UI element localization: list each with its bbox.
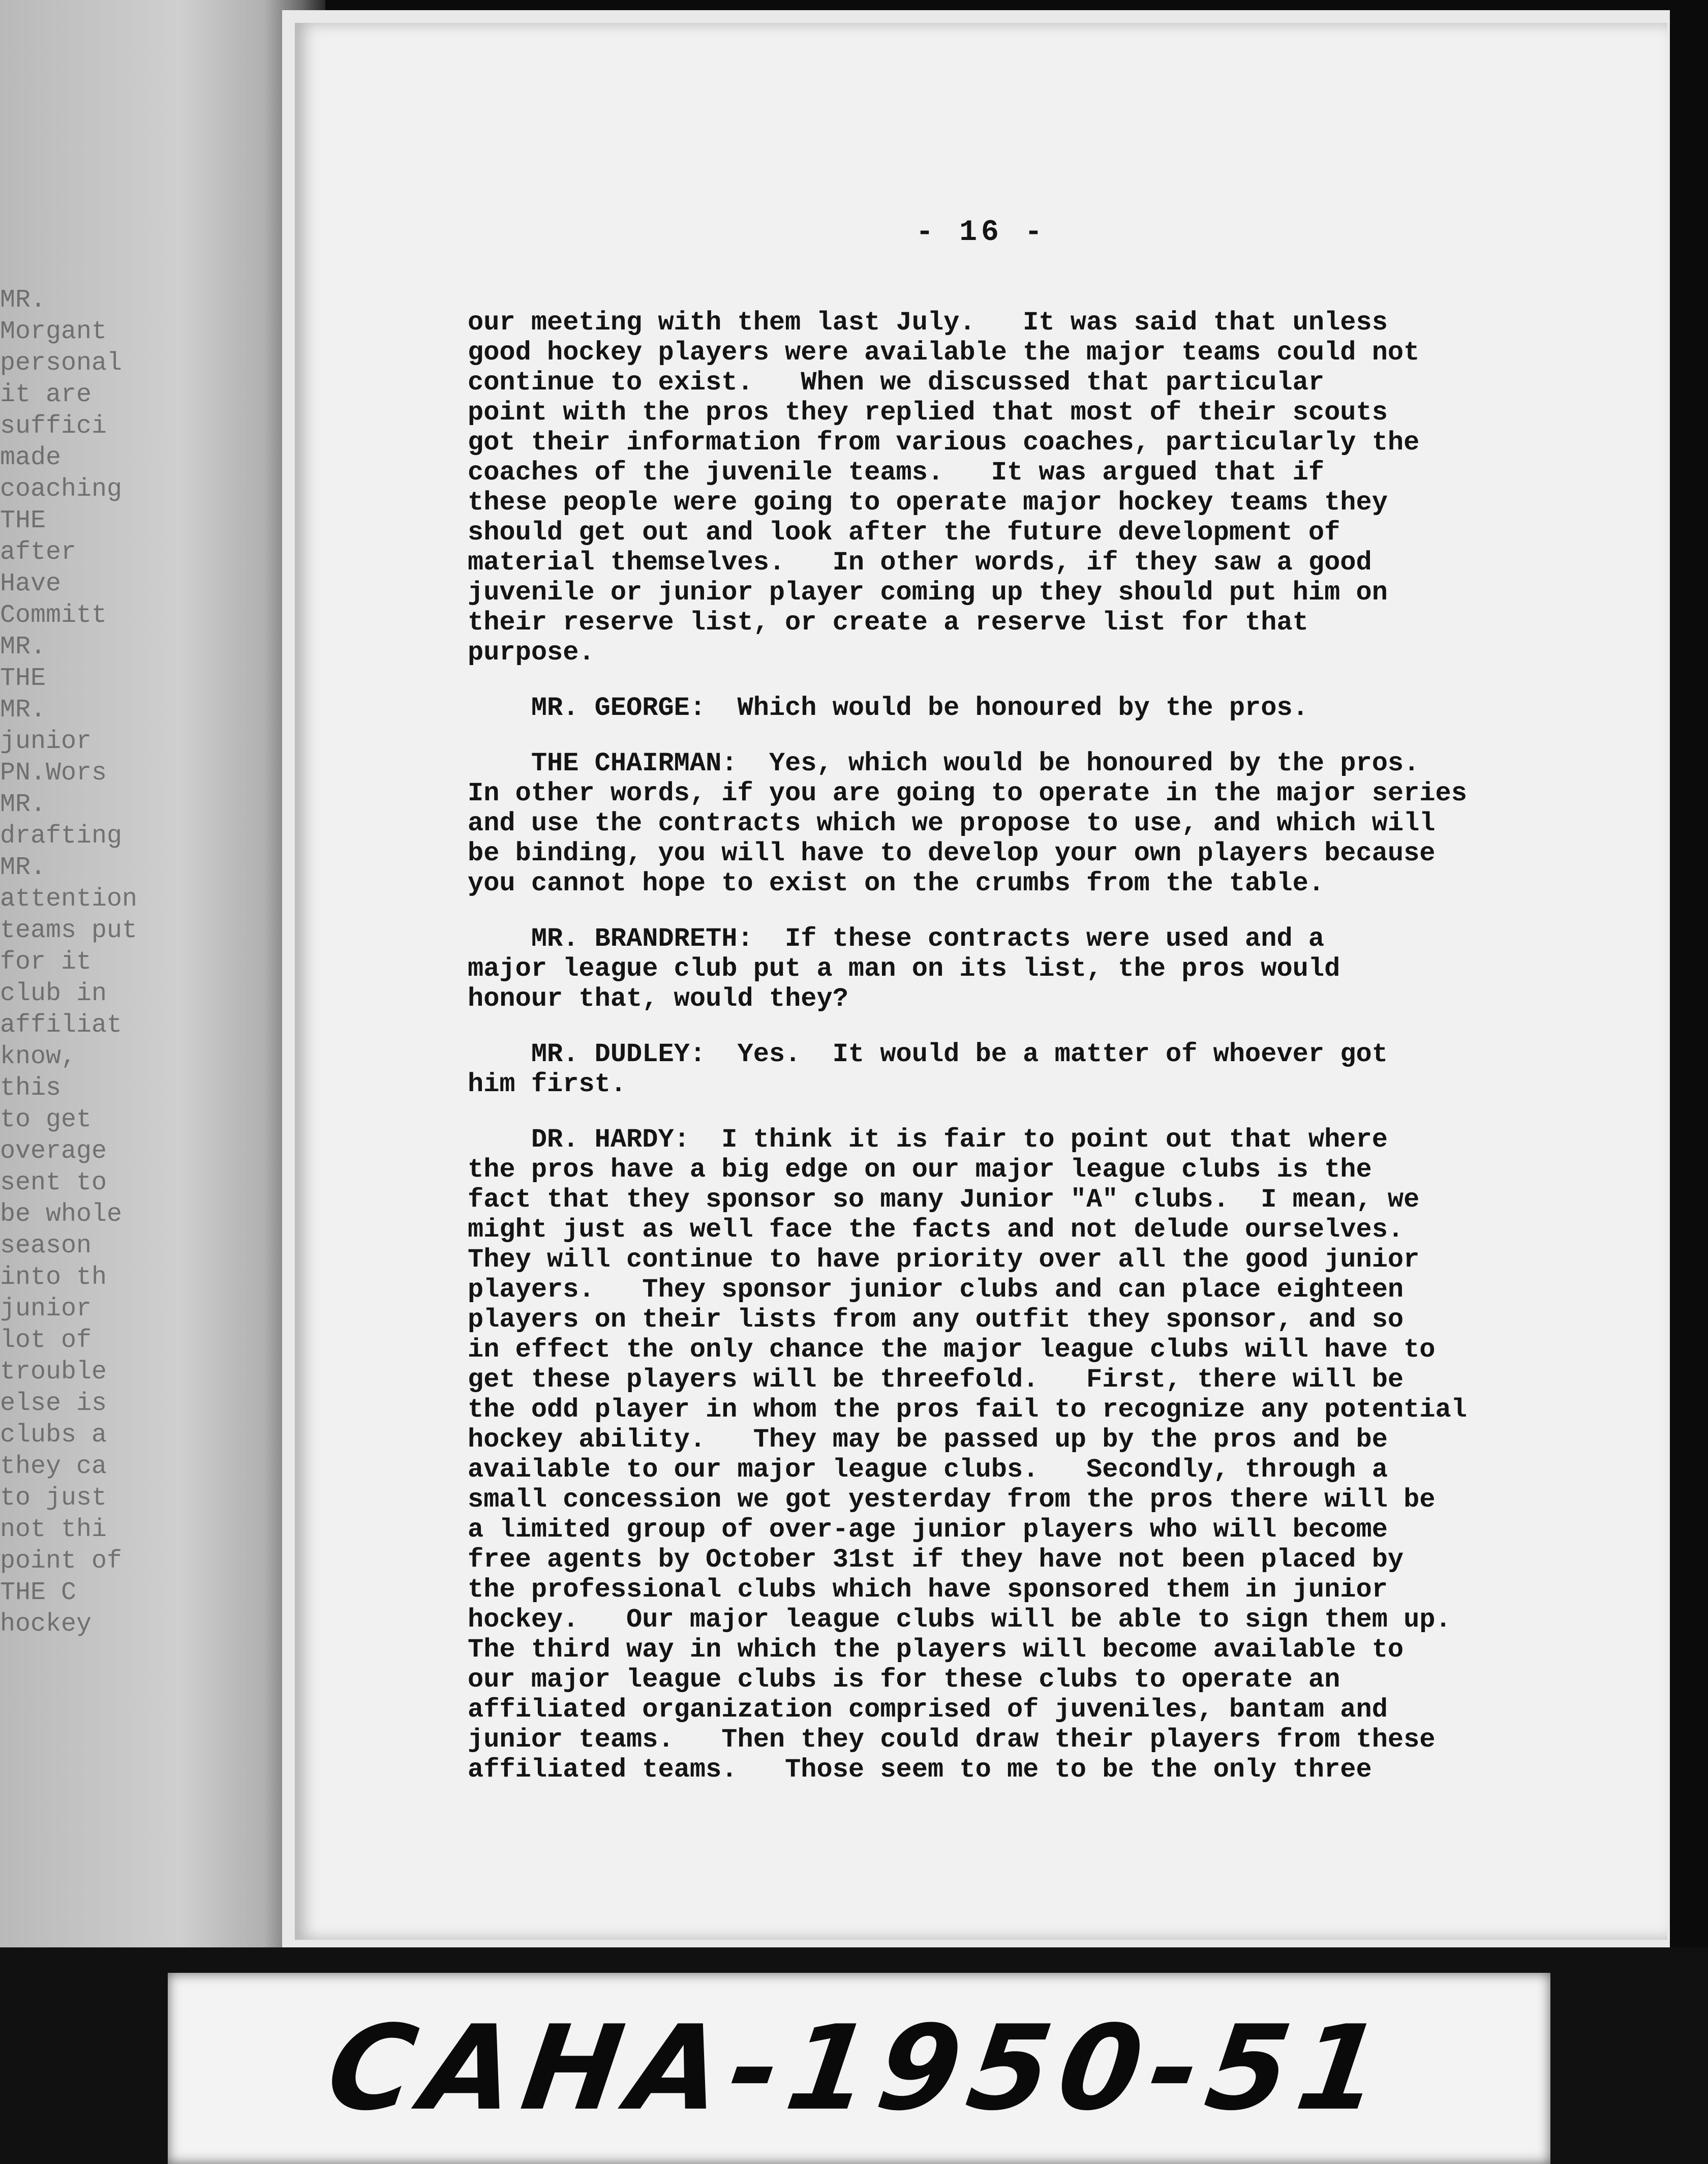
text-line: you cannot hope to exist on the crumbs from the table. <box>468 868 1325 898</box>
text-line: hockey. Our major league clubs will be able to sign them up. <box>468 1605 1451 1635</box>
previous-page-fragment: MR. <box>0 790 46 819</box>
previous-page-fragment: MR. <box>0 286 46 315</box>
page-number: - 16 - <box>916 216 1047 249</box>
text-line: hockey ability. They may be passed up by the pros and be <box>468 1425 1388 1455</box>
text-line: and use the contracts which we propose to use, and which will <box>468 808 1436 838</box>
previous-page-fragment: MR. <box>0 853 46 882</box>
previous-page-fragment: THE <box>0 664 46 693</box>
paragraph <box>468 308 1647 668</box>
previous-page-fragment: drafting <box>0 822 123 851</box>
paragraph <box>468 693 1647 723</box>
previous-page-fragment: trouble <box>0 1358 107 1387</box>
previous-page-fragment: to just <box>0 1484 107 1513</box>
previous-page-fragment: be whole <box>0 1200 123 1229</box>
text-line: free agents by October 31st if they have not been placed by <box>468 1545 1404 1575</box>
previous-page-fragment: THE <box>0 506 46 535</box>
text-line: in effect the only chance the major league clubs will have to <box>468 1335 1436 1365</box>
text-line: players. They sponsor junior clubs and can place eighteen <box>468 1275 1404 1305</box>
text-line: should get out and look after the future development of <box>468 518 1340 548</box>
previous-page-fragment: teams put <box>0 916 138 945</box>
previous-page-fragment: this <box>0 1074 62 1103</box>
paragraph <box>468 924 1647 1014</box>
text-line: good hockey players were available the major teams could not <box>468 338 1420 368</box>
paragraph-gap <box>468 1099 1647 1125</box>
text-line: a limited group of over-age junior players who will become <box>468 1515 1388 1545</box>
previous-page-text <box>0 285 138 1640</box>
text-line: get these players will be threefold. First, there will be <box>468 1365 1404 1395</box>
paragraph-gap <box>468 723 1647 748</box>
text-line: MR. BRANDRETH: If these contracts were used and a <box>468 924 1325 954</box>
text-line: our meeting with them last July. It was said that unless <box>468 308 1388 338</box>
transcript-body <box>468 308 1647 1785</box>
previous-page-fragment: overage <box>0 1137 107 1166</box>
text-line: material themselves. In other words, if they saw a good <box>468 548 1372 578</box>
text-line: coaches of the juvenile teams. It was argued that if <box>468 458 1325 488</box>
previous-page-fragment: MR. <box>0 696 46 725</box>
text-line: the professional clubs which have sponsored them in junior <box>468 1575 1388 1605</box>
text-line: the pros have a big edge on our major league clubs is the <box>468 1155 1372 1185</box>
previous-page-fragment: to get <box>0 1105 92 1134</box>
text-line: point with the pros they replied that most of their scouts <box>468 398 1388 428</box>
previous-page-fragment: personal <box>0 349 123 378</box>
previous-page-fragment: point of <box>0 1547 123 1576</box>
previous-page-fragment: else is <box>0 1389 107 1418</box>
text-line: They will continue to have priority over all the good junior <box>468 1245 1420 1275</box>
text-line: got their information from various coaches, particularly the <box>468 428 1420 458</box>
previous-page-fragment: suffici <box>0 412 107 441</box>
previous-page-fragment: clubs a <box>0 1421 107 1450</box>
text-line: DR. HARDY: I think it is fair to point out that where <box>468 1125 1388 1155</box>
previous-page-fragment: into th <box>0 1263 107 1292</box>
text-line: these people were going to operate major hockey teams they <box>468 488 1388 518</box>
paragraph-gap <box>468 668 1647 693</box>
paragraph <box>468 1039 1647 1099</box>
previous-page-fragment: PN.Wors <box>0 759 107 788</box>
text-line: THE CHAIRMAN: Yes, which would be honoured by the pros. <box>468 748 1420 778</box>
text-line: MR. GEORGE: Which would be honoured by the pros. <box>468 693 1308 723</box>
paragraph-gap <box>468 1014 1647 1039</box>
previous-page-fragment: club in <box>0 979 107 1008</box>
previous-page-fragment: after <box>0 538 77 567</box>
text-line: The third way in which the players will become available to <box>468 1635 1404 1665</box>
previous-page-fragment: Have <box>0 569 62 598</box>
text-line: small concession we got yesterday from the pros there will be <box>468 1485 1436 1515</box>
paragraph-gap <box>468 898 1647 924</box>
previous-page-fragment: affiliat <box>0 1011 123 1040</box>
text-line: be binding, you will have to develop your own players because <box>468 838 1436 868</box>
previous-page-fragment: Committ <box>0 601 107 630</box>
paragraph <box>468 748 1647 898</box>
archive-label-card <box>168 1973 1550 2164</box>
previous-page-fragment: junior <box>0 727 92 756</box>
previous-page-fragment: attention <box>0 885 138 914</box>
previous-page-fragment: hockey <box>0 1610 92 1639</box>
text-line: our major league clubs is for these clubs to operate an <box>468 1665 1340 1695</box>
previous-page-fragment: sent to <box>0 1168 107 1197</box>
text-line: their reserve list, or create a reserve list for that <box>468 608 1308 638</box>
text-line: him first. <box>468 1069 627 1099</box>
previous-page-fragment: coaching <box>0 475 123 504</box>
text-line: major league club put a man on its list, the pros would <box>468 954 1340 984</box>
document-page <box>295 23 1667 1940</box>
text-line: fact that they sponsor so many Junior "A" clubs. I mean, we <box>468 1185 1420 1215</box>
text-line: junior teams. Then they could draw their players from these <box>468 1725 1436 1755</box>
text-line: affiliated organization comprised of juveniles, bantam and <box>468 1695 1388 1725</box>
text-line: MR. DUDLEY: Yes. It would be a matter of whoever got <box>468 1039 1388 1069</box>
text-line: juvenile or junior player coming up they should put him on <box>468 578 1388 608</box>
previous-page-fragment: MR. <box>0 633 46 662</box>
text-line: might just as well face the facts and not delude ourselves. <box>468 1215 1404 1245</box>
previous-page-fragment: it are <box>0 380 92 409</box>
previous-page-fragment: THE C <box>0 1578 77 1607</box>
previous-page-fragment: know, <box>0 1042 77 1071</box>
previous-page-fragment: made <box>0 443 62 472</box>
text-line: players on their lists from any outfit they sponsor, and so <box>468 1305 1404 1335</box>
previous-page-fragment: they ca <box>0 1452 107 1481</box>
text-line: affiliated teams. Those seem to me to be the only three <box>468 1755 1372 1785</box>
text-line: purpose. <box>468 638 595 668</box>
previous-page-fragment: Morgant <box>0 317 107 346</box>
text-line: In other words, if you are going to operate in the major series <box>468 778 1467 808</box>
text-line: available to our major league clubs. Secondly, through a <box>468 1455 1388 1485</box>
text-line: honour that, would they? <box>468 984 848 1014</box>
text-line: continue to exist. When we discussed that particular <box>468 368 1325 398</box>
previous-page-fragment: junior <box>0 1295 92 1324</box>
text-line: the odd player in whom the pros fail to recognize any potential <box>468 1395 1467 1425</box>
previous-page-fragment: not thi <box>0 1515 107 1544</box>
previous-page-fragment: for it <box>0 948 92 977</box>
previous-page-fragment: season <box>0 1231 92 1260</box>
paragraph <box>468 1125 1647 1785</box>
previous-page-fragment: lot of <box>0 1326 92 1355</box>
archive-label: CAHA-1950-51 <box>320 2000 1398 2137</box>
